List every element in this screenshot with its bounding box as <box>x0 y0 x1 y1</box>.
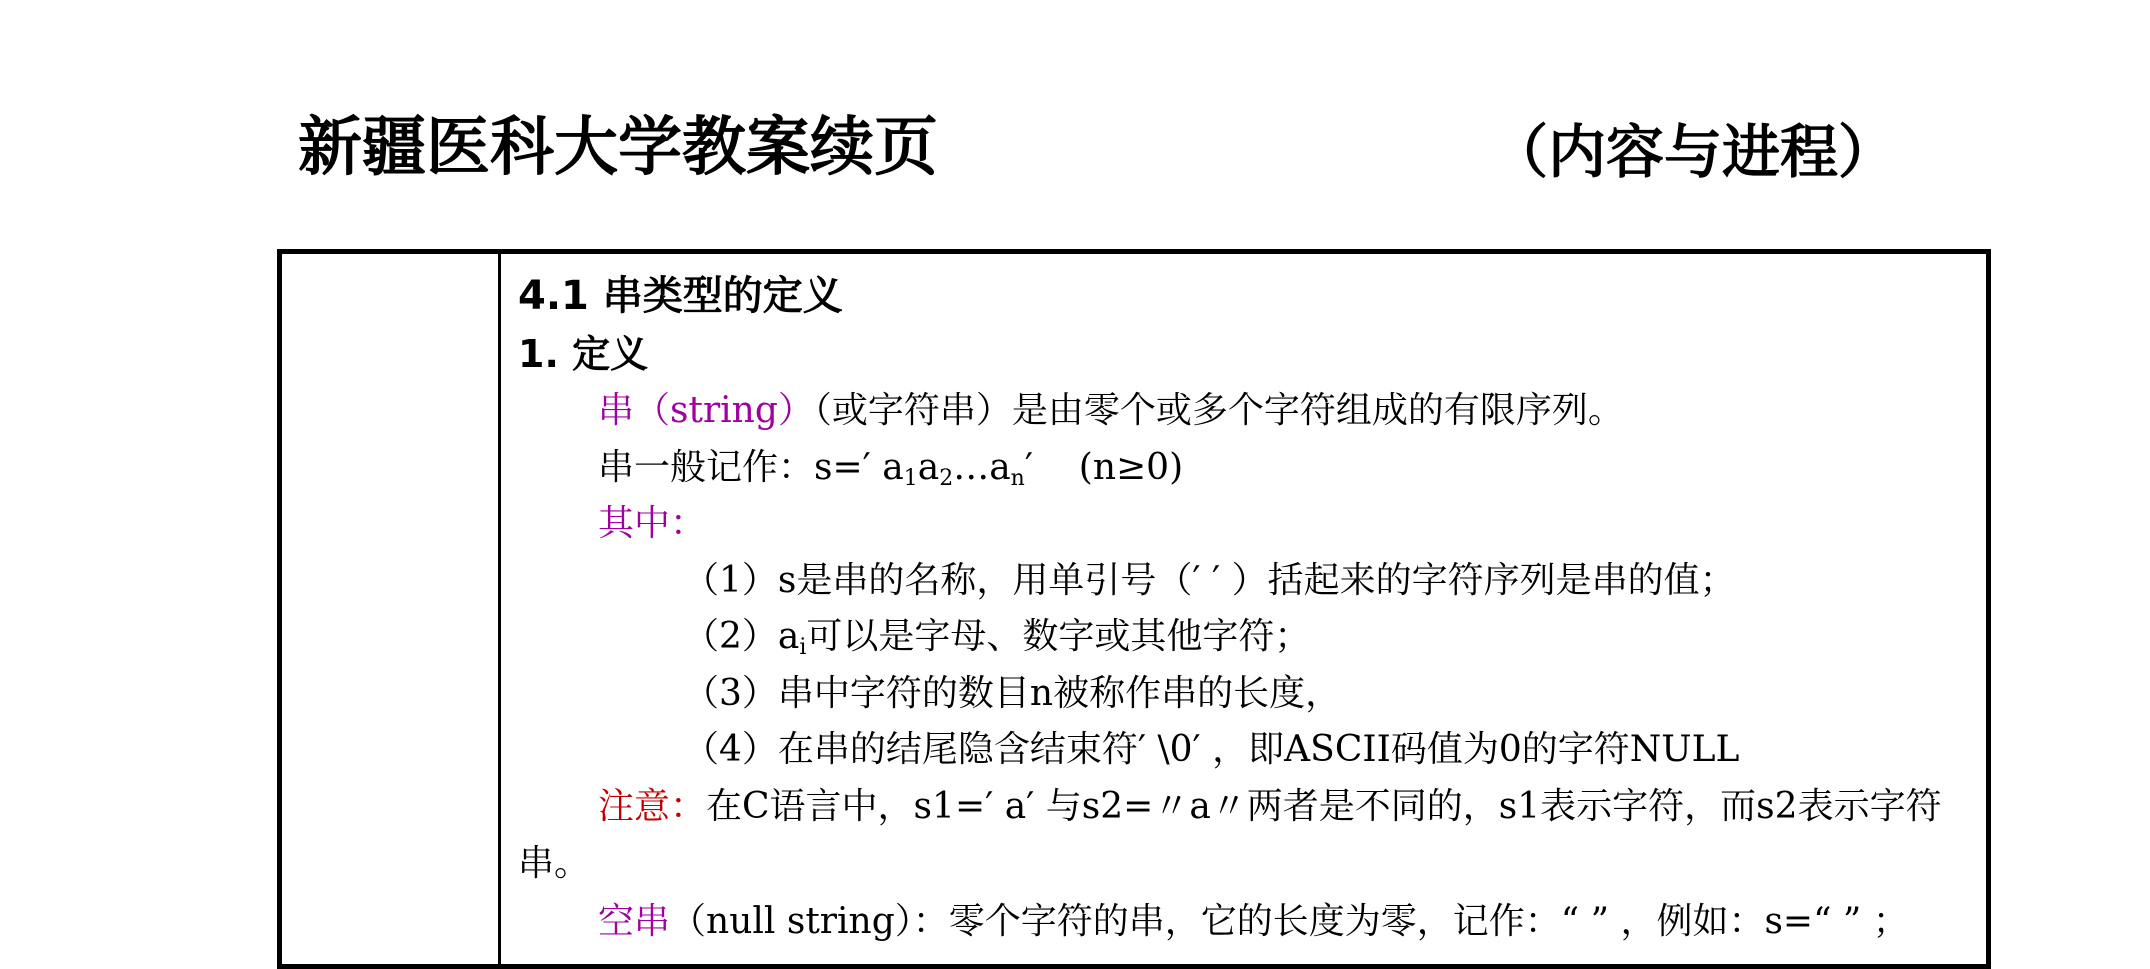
notation-suffix: ′ (n≥0) <box>1024 447 1184 488</box>
empty-string-text: （null string）：零个字符的串，它的长度为零，记作：“ ” ，例如：s=“ ” ； <box>670 901 1909 942</box>
list-item-2 <box>683 615 1310 659</box>
list-item-2-sub: i <box>799 635 807 660</box>
note-line <box>598 785 1942 829</box>
list-item-2-prefix: （2）a <box>683 616 800 657</box>
list-item-3: （3）串中字符的数目n被称作串的长度， <box>683 673 1342 714</box>
where-label: 其中： <box>598 503 707 544</box>
notation-mid-2: …a <box>953 447 1011 488</box>
next-line-partial <box>598 900 1909 944</box>
definition-text: （或字符串）是由零个或多个字符组成的有限序列。 <box>813 390 1624 431</box>
lesson-table <box>277 249 1991 969</box>
note-text: 在C语言中，s1=′ a′ 与s2=〃a〃两者是不同的，s1表示字符，而s2表示字符 <box>706 786 1942 827</box>
notation-mid-1: a <box>917 447 940 488</box>
note-label: 注意： <box>598 786 707 827</box>
definition-line <box>598 389 1624 433</box>
list-item-4: （4）在串的结尾隐含结束符′ \0′ ，即ASCII码值为0的字符NULL <box>683 729 1740 770</box>
column-divider <box>498 254 501 964</box>
page-subtitle: （内容与进程） <box>1490 118 1897 186</box>
list-item-2-suffix: 可以是字母、数字或其他字符； <box>806 616 1311 657</box>
notation-sub-n: n <box>1010 466 1025 491</box>
list-item-1: （1）s是串的名称，用单引号（′ ′ ）括起来的字符序列是串的值； <box>683 560 1736 601</box>
notation-line <box>598 446 1183 490</box>
definition-term: 串（string） <box>598 390 814 431</box>
page-title: 新疆医科大学教案续页 <box>298 111 938 185</box>
notation-prefix: 串一般记作：s=′ a <box>598 447 904 488</box>
note-continuation: 串。 <box>518 843 591 884</box>
notation-sub-1: 1 <box>903 466 918 491</box>
notation-sub-2: 2 <box>939 466 954 491</box>
section-heading: 4.1 串类型的定义 <box>518 273 843 319</box>
empty-string-term: 空串 <box>598 901 671 942</box>
sub-heading: 1. 定义 <box>518 332 649 376</box>
